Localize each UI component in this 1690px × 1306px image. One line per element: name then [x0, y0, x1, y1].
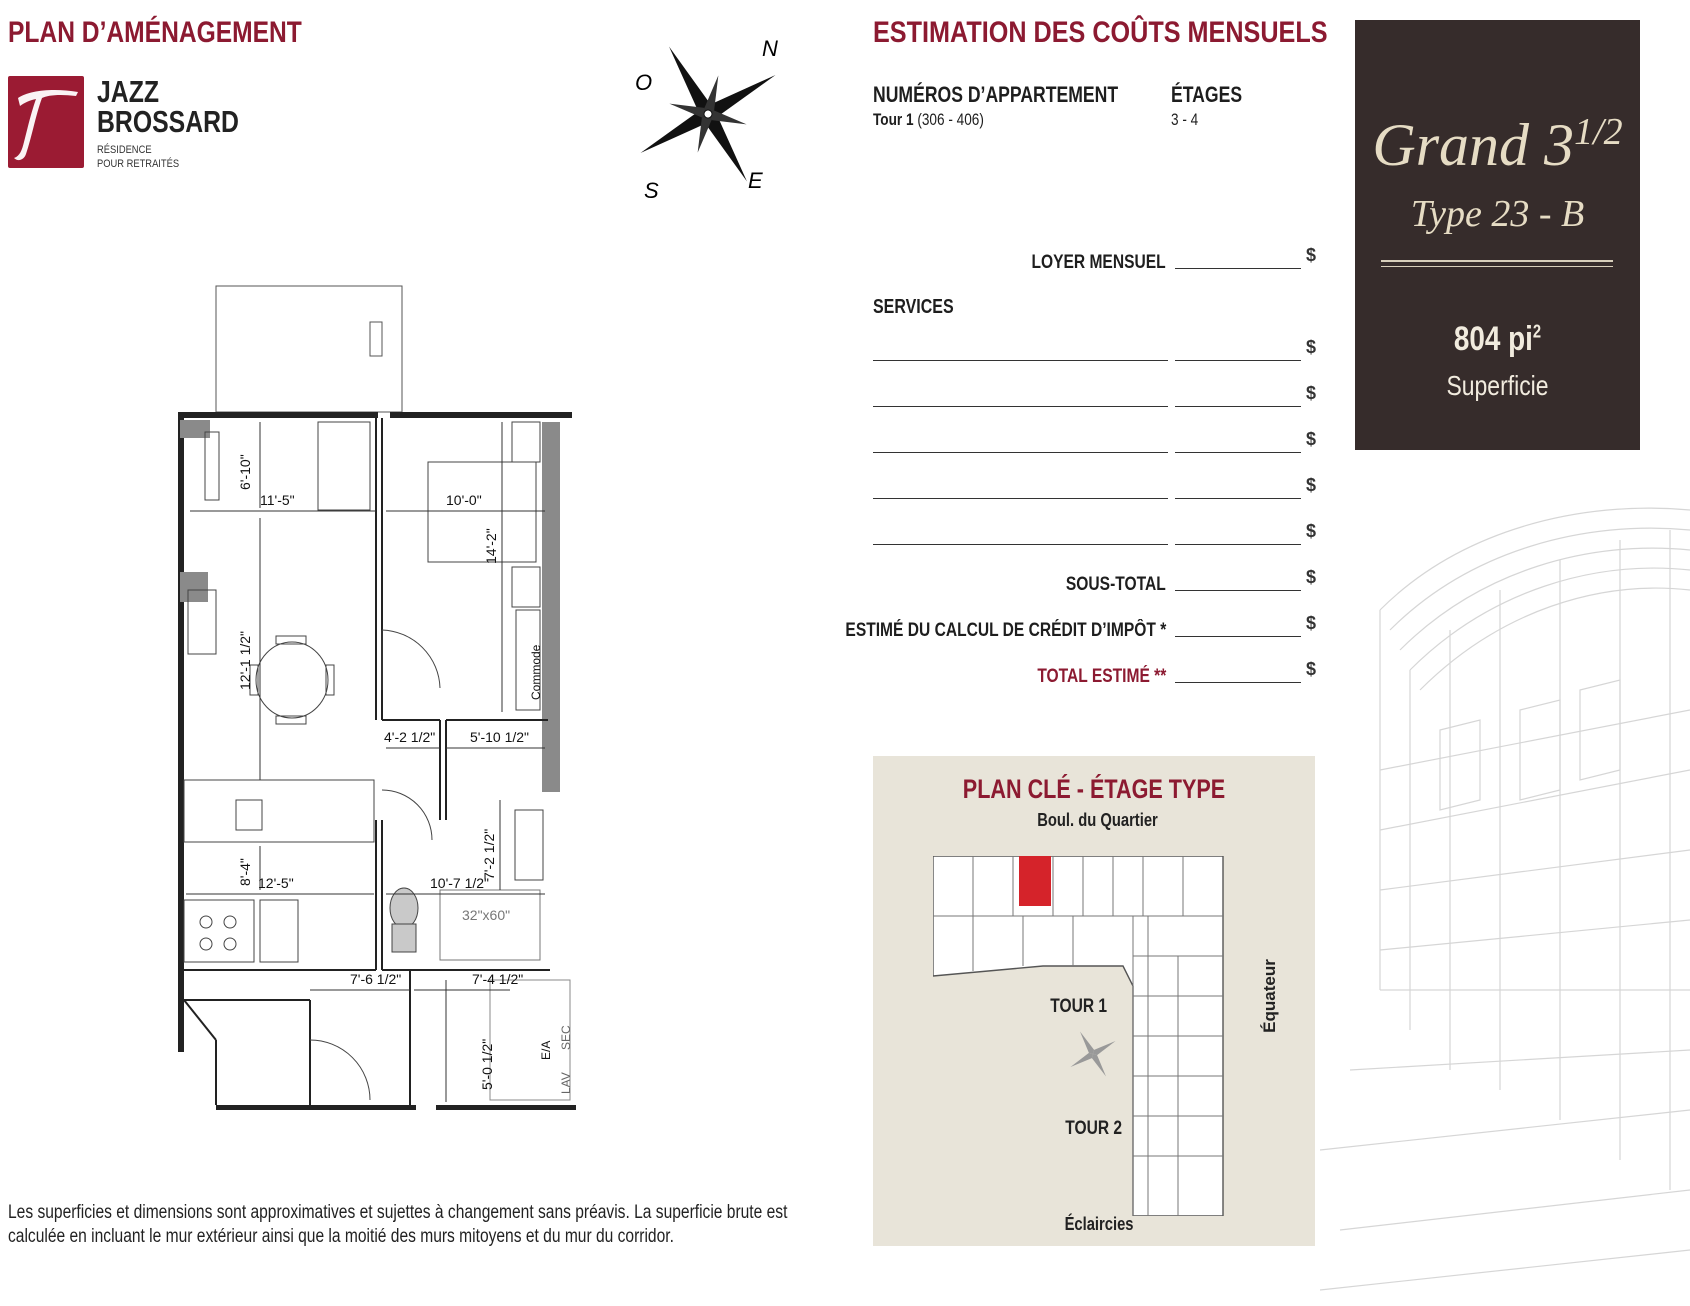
dim-bedroom-depth: 14'-2" — [483, 528, 499, 564]
apartments-value — [873, 110, 984, 130]
column-w — [180, 572, 208, 602]
wall-north-right — [390, 412, 572, 418]
key-plan — [873, 756, 1315, 1246]
dim-entry-width: 7'-6 1/2" — [350, 971, 402, 987]
wall-south-left — [216, 1105, 416, 1110]
compass-e: E — [748, 168, 763, 193]
compass-s: S — [644, 178, 659, 202]
unit-type: Type 23 - B — [1410, 193, 1585, 235]
laundry — [490, 980, 570, 1100]
key-plan-highlight-unit — [1019, 856, 1051, 906]
tower2-label: TOUR 2 — [1065, 1118, 1123, 1139]
floors-value: 3 - 4 — [1171, 110, 1199, 129]
bed — [428, 462, 536, 562]
apartments-numbers: (306 - 406) — [917, 110, 984, 129]
kitchen-stove — [184, 900, 254, 962]
disclaimer-line-2: calculée en incluant le mur extérieur ainsi que la moitié des murs mitoyens et du mur du corridor. — [8, 1226, 674, 1247]
subtotal-amount-line[interactable] — [1175, 590, 1301, 591]
rent-currency: $ — [1306, 245, 1317, 265]
shower — [440, 890, 540, 960]
sec-label: SEC — [559, 1025, 573, 1050]
compass-n: N — [762, 36, 778, 61]
compass-o: O — [635, 70, 653, 95]
key-plan-compass-icon — [1063, 1024, 1123, 1084]
unit-area-label: Superficie — [1446, 370, 1549, 401]
tower1-label: TOUR 1 — [1050, 996, 1108, 1017]
service-line-5-amount[interactable] — [1175, 544, 1301, 545]
logo — [8, 76, 238, 172]
service-line-1-desc[interactable] — [873, 360, 1168, 361]
dim-laundry-depth: 5'-0 1/2" — [479, 1038, 495, 1090]
box-divider-2 — [1381, 266, 1613, 267]
cost-estimate-title: ESTIMATION DES COÛTS MENSUELS — [873, 16, 1328, 49]
dim-bedroom-width: 10'-0" — [446, 492, 482, 508]
balcony-chair — [370, 322, 382, 356]
street-top: Boul. du Quartier — [1037, 810, 1158, 830]
unit-name: Grand $3^{1/2}$ — [1372, 111, 1623, 178]
logo-name-line1: JAZZ — [97, 74, 159, 109]
key-plan-title: PLAN CLÉ - ÉTAGE TYPE — [962, 774, 1226, 804]
dim-dining-depth: 12'-1 1/2" — [237, 630, 253, 690]
dim-laundry-width: 7'-4 1/2" — [472, 971, 524, 987]
logo-subtitle-line2: POUR RETRAITÉS — [97, 158, 180, 170]
unit-area: 804 $pi^2$ — [1453, 320, 1542, 358]
disclaimer-line-1: Les superficies et dimensions sont approximatives et sujettes à changement sans préavis. La superficie brute est — [8, 1202, 788, 1223]
logo-name-line2: BROSSARD — [97, 104, 239, 139]
rent-label: LOYER MENSUEL — [1031, 252, 1166, 273]
dim-shower: 32"x60" — [462, 907, 511, 923]
total-currency: $ — [1306, 659, 1317, 679]
compass-rose-icon — [630, 22, 790, 202]
unit-summary-box — [1355, 20, 1640, 450]
dining-table — [256, 642, 328, 718]
architecture-sketch-background — [1320, 470, 1690, 1306]
dim-kitchen-width: 12'-5" — [258, 875, 294, 891]
service-1-currency: $ — [1306, 337, 1317, 357]
floor-plan — [150, 280, 630, 1140]
dim-kitchen-depth: 8'-4" — [237, 858, 253, 886]
services-label: SERVICES — [873, 296, 954, 318]
tax-credit-amount-line[interactable] — [1175, 636, 1301, 637]
tax-credit-label: ESTIMÉ DU CALCUL DE CRÉDIT D’IMPÔT * — [845, 620, 1166, 641]
disclaimer — [8, 1201, 795, 1249]
service-4-currency: $ — [1306, 475, 1317, 495]
dim-hall-width: 4'-2 1/2" — [384, 729, 436, 745]
total-label: TOTAL ESTIMÉ ** — [1037, 666, 1166, 687]
vanity — [515, 810, 543, 880]
service-line-3-amount[interactable] — [1175, 452, 1301, 453]
service-3-currency: $ — [1306, 429, 1317, 449]
logo-mark — [8, 76, 84, 168]
subtotal-label: SOUS-TOTAL — [1066, 574, 1166, 595]
dim-living-width: 11'-5" — [260, 492, 295, 508]
street-right: Équateur — [1259, 959, 1279, 1033]
unit-name-fraction: 1/2 — [1574, 111, 1623, 153]
service-line-4-desc[interactable] — [873, 498, 1168, 499]
apartments-tower: Tour 1 — [873, 110, 914, 129]
logo-subtitle-line1: RÉSIDENCE — [97, 144, 152, 156]
dim-closet-width: 5'-10 1/2" — [470, 729, 530, 745]
service-2-currency: $ — [1306, 383, 1317, 403]
dim-living-depth: 6'-10" — [237, 454, 253, 490]
balcony — [216, 286, 402, 412]
service-5-currency: $ — [1306, 521, 1317, 541]
service-line-1-amount[interactable] — [1175, 360, 1301, 361]
armchair — [205, 432, 219, 500]
lav-label: LAV — [559, 1072, 573, 1094]
total-amount-line[interactable] — [1175, 682, 1301, 683]
nightstand-2 — [512, 567, 540, 607]
column-east — [542, 422, 560, 792]
dim-bath-depth: 7'-2 1/2" — [481, 828, 497, 880]
floors-label: ÉTAGES — [1171, 82, 1243, 107]
service-line-4-amount[interactable] — [1175, 498, 1301, 499]
service-line-5-desc[interactable] — [873, 544, 1168, 545]
wall-west-lower — [178, 862, 184, 1052]
service-line-2-desc[interactable] — [873, 406, 1168, 407]
dim-bath-width: 10'-7 1/2" — [430, 875, 490, 891]
nightstand-1 — [512, 422, 540, 462]
street-bottom: Éclaircies — [1064, 1214, 1134, 1234]
ea-label: E/A — [539, 1040, 553, 1060]
wall-west — [178, 412, 184, 862]
subtotal-currency: $ — [1306, 567, 1317, 587]
kitchen-counter — [184, 780, 374, 842]
sofa — [318, 422, 370, 510]
wall-south-right — [436, 1105, 576, 1110]
tax-credit-currency: $ — [1306, 613, 1317, 633]
unit-area-exponent: 2 — [1532, 321, 1542, 342]
rent-amount-line[interactable] — [1175, 268, 1301, 269]
service-line-3-desc[interactable] — [873, 452, 1168, 453]
wall-north-left — [178, 412, 378, 418]
box-divider-1 — [1381, 260, 1613, 262]
commode-label: Commode — [529, 644, 543, 700]
apartments-label: NUMÉROS D’APPARTEMENT — [873, 82, 1119, 107]
plan-title: PLAN D’AMÉNAGEMENT — [8, 16, 302, 49]
service-line-2-amount[interactable] — [1175, 406, 1301, 407]
